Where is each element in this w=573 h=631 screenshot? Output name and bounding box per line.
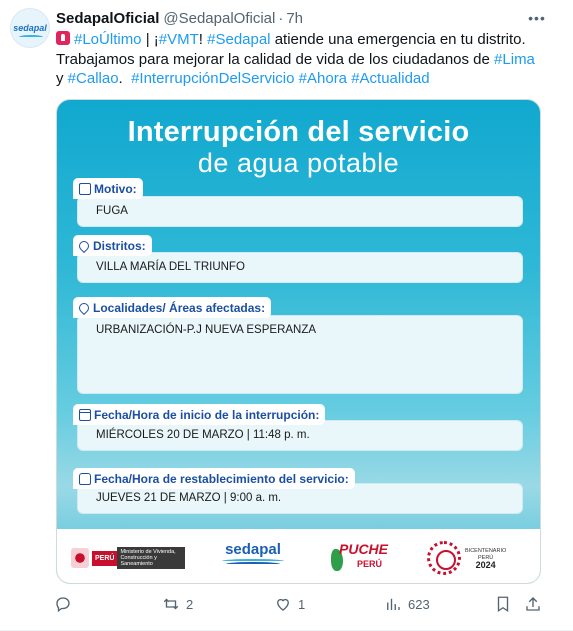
hashtag-link[interactable]: #Lima bbox=[494, 50, 535, 68]
tweet-image[interactable] bbox=[56, 99, 541, 584]
siren-icon bbox=[56, 31, 70, 45]
like-button[interactable] bbox=[274, 592, 305, 616]
hashtag-link[interactable]: #VMT bbox=[158, 31, 199, 48]
motivo-label bbox=[73, 178, 143, 199]
logo-strip bbox=[57, 529, 541, 584]
restablecimiento-label-text: Fecha/Hora de restablecimiento del servicio: bbox=[94, 471, 349, 486]
puche-peru-text: PERÚ bbox=[357, 559, 383, 569]
inicio-value: MIÉRCOLES 20 DE MARZO | 11:48 p. m. bbox=[96, 429, 310, 441]
bicentenario-logo bbox=[427, 541, 506, 575]
views-count: 623 bbox=[408, 596, 430, 612]
retweet-button[interactable] bbox=[162, 592, 193, 616]
tweet-text-part: ! bbox=[198, 31, 208, 48]
calendar-icon bbox=[79, 409, 91, 421]
puche-logo bbox=[329, 535, 391, 579]
hashtag-link[interactable]: #Actualidad bbox=[351, 70, 430, 87]
views-icon bbox=[384, 595, 402, 613]
ministerio-name: Ministerio de Vivienda, Construcción y Saneamiento bbox=[117, 547, 185, 569]
tweet-header bbox=[56, 10, 303, 28]
inicio-label bbox=[73, 404, 325, 425]
restablecimiento-label bbox=[73, 468, 355, 489]
timestamp[interactable]: 7h bbox=[286, 10, 304, 27]
image-title: Interrupción del servicio bbox=[127, 116, 470, 148]
bicentenario-emblem-icon bbox=[427, 541, 461, 575]
localidades-label-text: Localidades/ Áreas afectadas: bbox=[93, 300, 266, 315]
avatar-wave bbox=[19, 35, 43, 39]
location-pin-icon bbox=[77, 300, 91, 314]
distritos-label-text: Distritos: bbox=[93, 238, 146, 253]
localidades-value: URBANIZACIÓN-P.J NUEVA ESPERANZA bbox=[96, 324, 317, 336]
bicentenario-peru: PERÚ bbox=[477, 554, 494, 561]
bookmark-icon bbox=[494, 595, 512, 613]
hashtag-link[interactable]: #Callao bbox=[67, 70, 119, 87]
puche-text: PUCHE bbox=[339, 541, 389, 557]
distritos-box bbox=[77, 252, 523, 283]
peru-label: PERÚ bbox=[92, 551, 117, 566]
retweet-count: 2 bbox=[186, 596, 194, 612]
image-subtitle: de agua potable bbox=[197, 148, 400, 178]
sedapal-logo-text: sedapal bbox=[225, 541, 281, 558]
wave-decoration bbox=[226, 562, 280, 566]
bicentenario-label: BICENTENARIO bbox=[465, 547, 507, 554]
views-button[interactable] bbox=[384, 592, 430, 616]
tweet-text-part: y bbox=[56, 70, 68, 87]
avatar[interactable] bbox=[10, 8, 50, 48]
thumbs-up-icon bbox=[79, 473, 91, 485]
hashtag-link[interactable]: #LoÚltimo bbox=[74, 31, 142, 48]
tweet-text bbox=[56, 30, 536, 89]
peru-shield-icon bbox=[71, 548, 89, 568]
tweet-text-part: atiende una emergencia en tu distrito. Trabajamos para mejorar la calidad de vida de los ciudadanos de bbox=[56, 31, 526, 68]
motivo-label-text: Motivo: bbox=[94, 181, 137, 196]
separator-dot: · bbox=[278, 10, 284, 27]
hashtag-link[interactable]: #InterrupciónDelServicio bbox=[131, 70, 295, 87]
motivo-box bbox=[77, 196, 523, 227]
hashtag-link[interactable]: #Ahora bbox=[298, 70, 348, 87]
tweet-text-part: | ¡ bbox=[141, 31, 159, 48]
distritos-label bbox=[73, 235, 152, 256]
more-icon[interactable]: ••• bbox=[528, 10, 546, 26]
distritos-value: VILLA MARÍA DEL TRIUNFO bbox=[96, 261, 245, 273]
reply-button[interactable] bbox=[54, 592, 78, 616]
display-name[interactable]: SedapalOficial bbox=[56, 10, 160, 27]
sedapal-logo bbox=[222, 541, 284, 566]
restablecimiento-value: JUEVES 21 DE MARZO | 9:00 a. m. bbox=[96, 492, 282, 504]
like-count: 1 bbox=[298, 596, 306, 612]
bicentenario-text bbox=[465, 548, 506, 569]
location-pin-icon bbox=[77, 238, 91, 252]
localidades-box bbox=[77, 315, 523, 394]
like-icon bbox=[274, 595, 292, 613]
share-button[interactable] bbox=[524, 592, 542, 616]
share-icon bbox=[524, 595, 542, 613]
localidades-label bbox=[73, 297, 271, 318]
document-icon bbox=[79, 183, 91, 195]
ministerio-logo bbox=[71, 547, 185, 569]
action-bar bbox=[52, 592, 547, 616]
retweet-icon bbox=[162, 595, 180, 613]
hashtag-link[interactable]: #Sedapal bbox=[207, 31, 271, 48]
bookmark-button[interactable] bbox=[494, 592, 512, 616]
user-handle[interactable]: @SedapalOficial bbox=[163, 10, 276, 27]
tweet-text-part: . bbox=[118, 70, 132, 87]
reply-icon bbox=[54, 595, 72, 613]
bicentenario-year: 2024 bbox=[475, 559, 496, 570]
inicio-label-text: Fecha/Hora de inicio de la interrupción: bbox=[94, 407, 320, 422]
motivo-value: FUGA bbox=[96, 205, 128, 217]
avatar-logo-text: sedapal bbox=[13, 23, 47, 33]
